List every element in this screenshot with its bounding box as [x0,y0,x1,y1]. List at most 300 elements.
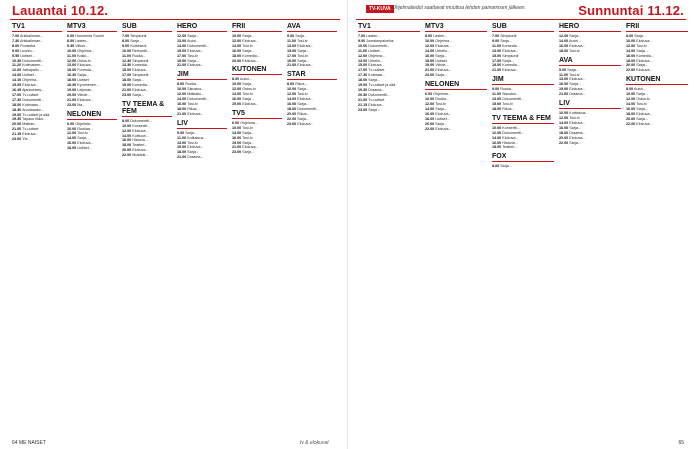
programme-title: Leijonan... [77,87,95,92]
programme-time: 21.00 [177,63,187,68]
programme-title: Uutiset [435,58,447,63]
channel-heading: NELONEN [425,81,487,90]
programme-time: 16.00 [287,101,297,106]
programme-title: Ohjelmia... [75,121,93,126]
programme-entry [12,137,62,142]
programme-title: Sarja... [297,58,309,63]
programme-time: 8.00 [492,164,500,169]
programme-time: 19.30 [12,117,22,122]
programme-title: Elokuva... [132,148,149,153]
programme-time: 7.30 [12,38,20,43]
programme-title: Ohjelmia... [240,120,258,125]
programme-time: 20.00 [12,122,22,127]
programme-title: Elokuva... [636,58,653,63]
programme-time: 7.00 [358,34,366,38]
programme-title: Tosi-tv [569,48,580,53]
programme-time: 23.00 [425,73,435,78]
programme-title: Dokumentti... [187,43,209,48]
programme-title: Elokuva... [187,63,204,68]
programme-title: Tv-uutiset ja sää [22,112,50,117]
programme-time: 13.00 [559,77,569,82]
programme-time: 19.00 [358,83,368,88]
programme-title: Simpsonit [132,73,149,78]
programme-time: 16.00 [425,111,435,116]
programme-time: 6.00 [67,121,75,126]
programme-time: 14.00 [492,135,502,140]
programme-title: Autot... [634,87,646,92]
programme-time: 18.00 [559,130,569,135]
programme-title: Elokuva... [636,111,653,116]
programme-entry [559,141,621,146]
programme-time: 12.00 [177,92,187,97]
programme-title: Dokumentti... [368,43,390,48]
programme-time: 16.00 [232,97,242,102]
programme-title: Dokumentti... [22,97,44,102]
programme-time: 12.00 [358,53,368,58]
listing-column [12,23,62,435]
programme-title: Tosi-tv [502,101,513,106]
programme-title: Elokuva... [77,141,94,146]
programme-title: Kotimaan... [22,102,41,107]
programme-entry [287,63,337,68]
channel-heading: NELONEN [67,111,117,120]
programme-title: Elokuva... [502,48,519,53]
programme-time: 14.00 [559,120,569,125]
programme-title: Dokumentti... [502,130,524,135]
programme-time: 20.00 [287,111,297,116]
programme-title: Sarja... [297,48,309,53]
programme-title: Komedia... [502,63,520,68]
programme-time: 19.00 [559,87,569,92]
programme-title: Sarja... [242,150,254,155]
programme-title: Ostos-tv [77,58,91,63]
channel-heading: MTV3 [425,23,487,32]
programme-title: Puutarha [20,43,36,48]
programme-title: Elokuva... [187,111,204,116]
programme-title: Historia... [132,138,148,143]
programme-time: 6.00 [425,92,433,97]
programme-time: 18.00 [425,116,435,121]
programme-title: Elokuva... [242,38,259,43]
section-tab: TV-KUVA [366,5,394,13]
programme-time: 12.00 [287,92,297,97]
programme-title: Sarja... [368,78,380,83]
programme-title: Elokuva... [132,87,149,92]
programme-time: 10.00 [559,111,569,116]
programme-title: Ankkalinnan... [20,34,44,38]
programme-title: Sarja... [130,38,142,43]
programme-title: Teatteri... [132,143,148,148]
programme-time: 18.00 [425,58,435,63]
programme-title: Elokuva... [569,77,586,82]
programme-time: 15.00 [177,48,187,53]
programme-title: Tosi-tv [297,92,308,97]
programme-time: 15.00 [177,145,187,150]
programme-time: 14.00 [626,48,636,53]
programme-title: Simpsonit [502,53,519,58]
programme-time: 10.00 [425,97,435,102]
programme-entry [626,122,688,127]
programme-time: 20.00 [67,92,77,97]
programme-title: Draama... [368,87,385,92]
programme-title: Remontti... [132,48,151,53]
channel-heading: FOX [492,153,554,162]
programme-time: 13.00 [67,63,77,68]
programme-time: 11.00 [492,92,502,97]
programme-title: Tosi-tv [77,131,88,136]
programme-time: 12.00 [425,101,435,106]
programme-title: Ruoka... [500,87,514,92]
header-rule-left [10,19,340,20]
programme-title: Huomenta Suomi [75,34,104,38]
programme-time: 17.00 [358,68,368,73]
programme-time: 21.00 [425,68,435,73]
programme-time: 19.00 [425,63,435,68]
programme-title: Urheilu... [368,58,384,63]
programme-time: 12.00 [492,130,502,135]
programme-title: Kotimaisen... [22,63,44,68]
programme-title: Draama... [569,130,586,135]
programme-entry [492,145,554,150]
programme-title: Elokuva... [569,135,586,140]
listing-column [492,23,554,435]
programme-title: Konsertti... [502,125,520,130]
channel-heading: SUB [492,23,554,32]
programme-title: Ohjelmia... [433,92,451,97]
programme-time: 8.00 [626,87,634,92]
programme-time: 21.00 [122,87,132,92]
programme-title: Sarja... [435,53,447,58]
programme-time: 6.00 [232,120,240,125]
programme-entry [232,59,282,64]
programme-title: Elokuva... [368,102,385,107]
programme-time: 20.00 [559,135,569,140]
programme-time: 8.00 [626,34,634,38]
header-rule-right [356,19,686,20]
programme-title: Elokuva... [22,83,39,88]
programme-title: Sarja... [242,140,254,145]
programme-title: Rikos... [502,106,515,111]
programme-title: Kotimaa... [368,73,385,78]
programme-title: Jumalanpalvelus [366,38,394,43]
programme-entry [287,122,337,127]
programme-time: 21.00 [358,97,368,102]
programme-title: Elokuva... [187,48,204,53]
programme-time: 11.20 [12,63,22,68]
programme-time: 19.00 [232,140,242,145]
programme-time: 9.30 [67,43,75,48]
programme-title: Rikos... [187,106,200,111]
programme-title: Tv-uutiset [368,68,385,73]
programme-title: Draama... [187,155,204,160]
programme-title: Sarja... [242,48,254,53]
programme-title: Elokuva... [297,97,314,102]
programme-title: Sarja... [636,116,648,121]
programme-title: Tosi-tv [297,53,308,58]
programme-time: 12.00 [67,131,77,136]
programme-entry [177,155,227,160]
programme-title: Elokuva... [242,145,259,150]
programme-title: Elokuva... [502,135,519,140]
programme-title: Elokuva... [569,87,586,92]
programme-title: Sisustus... [187,87,205,92]
programme-time: 21.00 [177,111,187,116]
programme-time: 21.15 [358,102,368,107]
channel-heading: LIV [177,120,227,129]
programme-time: 9.00 [492,87,500,92]
programme-time: 13.30 [122,63,132,68]
programme-title: Elokuva... [435,43,452,48]
programme-title: Tosi-tv [569,72,580,77]
programme-time: 21.00 [67,97,77,102]
programme-time: 9.00 [358,38,366,43]
programme-entry [559,92,621,97]
programme-time: 19.00 [232,101,242,106]
programme-title: Ruoka... [185,82,199,87]
programme-time: 18.00 [287,106,297,111]
programme-time: 7.00 [122,34,130,38]
programme-time: 8.00 [122,118,130,123]
listing-column [626,23,688,435]
programme-title: Kotitalous... [187,135,207,140]
programme-entry [492,107,554,112]
programme-title: Sarja... [636,63,648,68]
channel-heading: HERO [559,23,621,32]
programme-title: Arvotaanko... [22,107,44,112]
programme-title: Sarja... [634,34,646,38]
programme-time: 9.55 [12,53,20,58]
programme-title: Sarja... [242,82,254,87]
programme-time: 13.00 [177,38,187,43]
programme-title: Historia... [502,140,518,145]
programme-time: 14.00 [559,38,569,43]
programme-title: Tosi-tv [636,101,647,106]
programme-time: 9.00 [559,67,567,72]
programme-title: Simpsonit [130,34,147,38]
programme-title: Elokuva... [132,128,149,133]
programme-time: 16.00 [626,53,636,58]
programme-title: Sarja... [368,107,380,112]
programme-title: Uutiset [77,78,89,83]
programme-title: Draama... [569,92,586,97]
programme-title: Dokumentti... [187,97,209,102]
channel-heading: TV1 [12,23,62,32]
programme-time: 21.00 [232,145,242,150]
programme-time: 16.00 [559,43,569,48]
listing-column [559,23,621,435]
listing-column [232,23,282,435]
programme-title: Elokuva... [636,38,653,43]
programme-time: 7.00 [12,34,20,38]
programme-time: 12.00 [177,34,187,38]
programme-time: 12.00 [626,97,636,102]
programme-time: 21.15 [12,132,22,137]
programme-title: Sarja... [500,164,512,169]
programme-time: 17.00 [492,58,502,63]
programme-title: Kotivideot [130,43,147,48]
programme-time: 14.10 [12,78,22,83]
programme-time: 18.00 [177,150,187,155]
programme-time: 8.00 [287,82,295,87]
programme-entry [177,112,227,117]
programme-title: Elokuva... [368,63,385,68]
programme-time: 8.00 [425,34,433,38]
programme-title: Tosi-tv [187,140,198,145]
programme-title: Rikos... [297,111,310,116]
programme-title: Uutiset... [435,116,450,121]
programme-time: 16.00 [559,82,569,87]
programme-time: 18.00 [358,78,368,83]
programme-title: Ilta... [77,102,86,107]
programme-time: 23.00 [67,102,77,107]
programme-time: 8.00 [67,38,75,43]
programme-time: 10.00 [287,87,297,92]
programme-time: 12.00 [67,58,77,63]
programme-title: Ruoka... [132,53,146,58]
programme-time: 15.00 [492,53,502,58]
programme-entry [559,49,621,54]
listing-column [358,23,420,435]
programme-title: Kymmenen... [77,83,99,88]
programme-title: Elokuva... [77,63,94,68]
programme-title: Komedia... [636,53,654,58]
programme-time: 18.00 [122,143,132,148]
programme-title: Sarja... [297,101,309,106]
programme-time: 7.00 [492,34,500,38]
programme-entry [626,68,688,73]
programme-title: Teatteri... [502,145,518,150]
programme-entry [232,102,282,107]
programme-title: Luonto... [20,48,35,53]
programme-time: 13.00 [287,43,297,48]
programme-time: 10.00 [122,123,132,128]
programme-time: 19.00 [12,112,22,117]
programme-time: 19.00 [177,58,187,63]
programme-title: Matkan... [22,122,38,127]
channel-heading: TV TEEMA & FEM [492,115,554,124]
channel-heading: FRII [626,23,688,32]
programme-title: Elokuva... [636,121,653,126]
programme-time: 17.00 [12,92,22,97]
programme-time: 18.00 [232,53,242,58]
programme-time: 20.30 [358,92,368,97]
disclaimer-text: Ohjelmatiedot saattavat muuttua lehden painamisen jälkeen. [392,5,526,11]
programme-title: Sarja... [567,67,579,72]
programme-time: 12.00 [559,34,569,38]
programme-title: Elokuva... [435,126,452,131]
programme-title: Sarja... [569,82,581,87]
programme-time: 10.00 [177,87,187,92]
programme-entry [122,153,172,158]
programme-time: 14.00 [425,48,435,53]
programme-time: 20.00 [122,148,132,153]
programme-time: 17.30 [358,73,368,78]
programme-title: Lasten... [75,38,90,43]
programme-title: Yle... [22,137,31,142]
programme-time: 16.00 [559,125,569,130]
programme-time: 13.00 [232,130,242,135]
programme-title: Sarja... [636,48,648,53]
programme-title: Dokumentti... [297,106,319,111]
programme-time: 12.00 [122,128,132,133]
programme-entry [425,73,487,78]
programme-time: 16.45 [12,87,22,92]
programme-time: 17.30 [12,97,22,102]
programme-time: 10.00 [232,125,242,130]
programme-title: Ohjelma... [22,78,40,83]
programme-title: Sarja... [242,34,254,38]
programme-time: 14.00 [122,133,132,138]
channel-heading: KUTONEN [232,66,282,75]
programme-time: 17.00 [177,53,187,58]
programme-time: 19.00 [122,83,132,88]
listing-column [425,23,487,435]
programme-title: Ruokaa... [77,126,94,131]
programme-time: 16.00 [67,141,77,146]
page-gutter [347,0,348,449]
programme-time: 10.00 [67,126,77,131]
programme-title: Ohjelma... [435,38,453,43]
programme-title: Dokumentti... [130,118,152,123]
programme-entry [122,93,172,98]
programme-title: Ankkalinnan... [20,38,44,43]
programme-time: 10.30 [12,58,22,63]
programme-title: Ostos-tv [242,87,256,92]
programme-title: Uutiset... [20,53,35,58]
channel-heading: TV5 [232,110,282,119]
programme-time: 11.00 [559,72,569,77]
programme-time: 22.00 [287,116,297,121]
programme-time: 18.00 [12,102,22,107]
programme-time: 13.00 [492,48,502,53]
programme-time: 23.00 [12,137,22,142]
programme-time: 16.00 [626,106,636,111]
programme-title: Sarja... [77,136,89,141]
programme-title: Kulttuuri... [132,133,149,138]
programme-title: Tapaus Ilkka... [22,117,46,122]
channel-heading: HERO [177,23,227,32]
channel-heading: JIM [492,76,554,85]
programme-time: 21.00 [177,155,187,160]
page-title-sunday: Sunnuntai 11.12. [578,3,684,18]
programme-title: Sarja... [636,106,648,111]
programme-time: 6.00 [67,34,75,38]
programme-time: 23.00 [232,150,242,155]
programme-title: Tosi-tv [242,92,253,97]
programme-time: 21.00 [492,68,502,73]
programme-title: Sarja... [435,106,447,111]
channel-heading: MTV3 [67,23,117,32]
programme-time: 20.00 [626,63,636,68]
programme-time: 18.00 [626,111,636,116]
programme-time: 9.00 [177,130,185,135]
programme-time: 11.00 [358,48,368,53]
programme-title: Elokuva... [502,68,519,73]
programme-title: Elokuva... [435,111,452,116]
programme-title: Sarja... [569,125,581,130]
programme-time: 18.00 [122,78,132,83]
channel-heading: FRII [232,23,282,32]
channel-heading: TV TEEMA & FEM [122,101,172,117]
programme-time: 14.00 [425,106,435,111]
programme-title: Sarja... [435,73,447,78]
programme-time: 22.00 [626,121,636,126]
programme-title: Musiikki... [132,153,149,158]
programme-entry [425,127,487,132]
programme-time: 8.00 [12,43,20,48]
listing-column [122,23,172,435]
programme-time: 15.05 [12,83,22,88]
